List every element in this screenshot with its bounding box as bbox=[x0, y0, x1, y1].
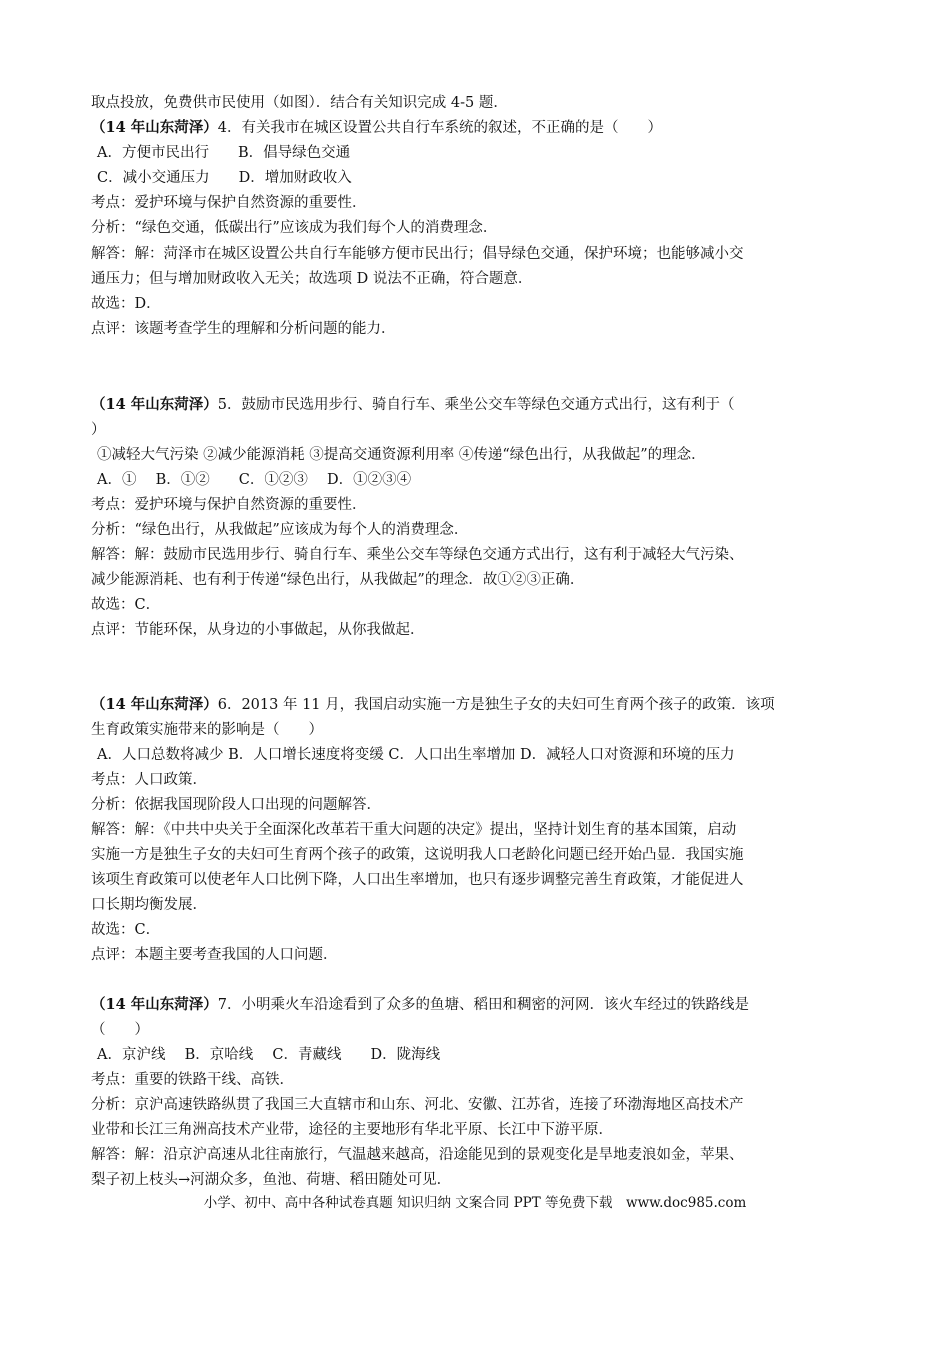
q5-dianping: 点评：节能环保，从身边的小事做起，从你我做起． bbox=[91, 622, 425, 638]
q6-stem-text: 6．2013 年 11 月，我国启动实施一方是独生子女的夫妇可生育两个孩子的政策．该项 bbox=[217, 697, 775, 713]
q4-kaodian: 考点：爱护环境与保护自然资源的重要性． bbox=[91, 195, 367, 211]
q6-dianping: 点评：本题主要考查我国的人口问题． bbox=[91, 947, 338, 963]
q7-stem-text: 7．小明乘火车沿途看到了众多的鱼塘、稻田和稠密的河网．该火车经过的铁路线是 bbox=[217, 997, 749, 1013]
q5-guxuan: 故选：C． bbox=[91, 597, 161, 613]
q5-kaodian: 考点：爱护环境与保护自然资源的重要性． bbox=[91, 497, 367, 513]
q5-jieda-1: 解答：解：鼓励市民选用步行、骑自行车、乘坐公交车等绿色交通方式出行，这有利于减轻大气污染、 bbox=[91, 547, 744, 563]
q7-jieda-2: 梨子初上枝头→河湖众多，鱼池、荷塘、稻田随处可见． bbox=[91, 1172, 452, 1188]
q4-fenxi: 分析：“绿色交通，低碳出行”应该成为我们每个人的消费理念． bbox=[91, 220, 498, 236]
q6-options: A．人口总数将减少 B．人口增长速度将变缓 C．人口出生率增加 D．减轻人口对资源和环境的压力 bbox=[97, 747, 735, 763]
q5-stem-1 bbox=[91, 395, 871, 415]
q6-jieda-1: 解答：解：《中共中央关于全面深化改革若干重大问题的决定》提出，坚持计划生育的基本国策，启动 bbox=[91, 822, 737, 838]
q6-stem-2: 生育政策实施带来的影响是（ ） bbox=[91, 722, 323, 738]
q4-jieda-1: 解答：解：菏泽市在城区设置公共自行车能够方便市民出行；倡导绿色交通，保护环境；也能够减小交 bbox=[91, 246, 744, 262]
q7-fenxi-2: 业带和长江三角洲高技术产业带，途径的主要地形有华北平原、长江中下游平原． bbox=[91, 1122, 613, 1138]
q5-stem-2: ） bbox=[91, 422, 106, 438]
q5-fenxi: 分析：“绿色出行，从我做起”应该成为每个人的消费理念． bbox=[91, 522, 469, 538]
q6-guxuan: 故选：C． bbox=[91, 922, 161, 938]
q4-dianping: 点评：该题考查学生的理解和分析问题的能力． bbox=[91, 321, 396, 337]
q4-options-2: C．减小交通压力 D．增加财政收入 bbox=[97, 170, 352, 186]
q7-kaodian: 考点：重要的铁路干线、高铁． bbox=[91, 1072, 294, 1088]
q7-source: （14 年山东菏泽） bbox=[91, 996, 218, 1013]
q4-guxuan: 故选：D． bbox=[91, 296, 161, 312]
q5-stem-text: 5．鼓励市民选用步行、骑自行车、乘坐公交车等绿色交通方式出行，这有利于（ bbox=[217, 397, 735, 413]
q4-source: （14 年山东菏泽） bbox=[91, 119, 218, 136]
q5-source: （14 年山东菏泽） bbox=[91, 396, 218, 413]
q7-jieda-1: 解答：解：沿京沪高速从北往南旅行，气温越来越高，沿途能见到的景观变化是旱地麦浪如金，苹果、 bbox=[91, 1147, 744, 1163]
q7-fenxi-1: 分析：京沪高速铁路纵贯了我国三大直辖市和山东、河北、安徽、江苏省，连接了环渤海地区高技术产 bbox=[91, 1097, 744, 1113]
q6-jieda-3: 该项生育政策可以使老年人口比例下降，人口出生率增加，也只有逐步调整完善生育政策，才能促进人 bbox=[91, 872, 744, 888]
q6-jieda-4: 口长期均衡发展． bbox=[91, 897, 207, 913]
q7-stem-2: （ ） bbox=[91, 1022, 149, 1038]
q4-jieda-2: 通压力；但与增加财政收入无关；故选项 D 说法不正确，符合题意． bbox=[91, 271, 533, 287]
intro-line: 取点投放，免费供市民使用（如图）．结合有关知识完成 4-5 题． bbox=[91, 95, 508, 111]
q4-stem bbox=[91, 118, 871, 138]
q6-fenxi: 分析：依据我国现阶段人口出现的问题解答． bbox=[91, 797, 381, 813]
q5-options: A．① B．①② C．①②③ D．①②③④ bbox=[97, 472, 412, 488]
q7-options: A．京沪线 B．京哈线 C．青藏线 D．陇海线 bbox=[97, 1047, 441, 1063]
q6-stem-1 bbox=[91, 695, 871, 715]
q5-items: ①减轻大气污染 ②减少能源消耗 ③提高交通资源利用率 ④传递“绿色出行，从我做起”的理念． bbox=[97, 447, 706, 463]
page-footer: 小学、初中、高中各种试卷真题 知识归纳 文案合同 PPT 等免费下载 www.doc985.com bbox=[203, 1195, 747, 1211]
q4-options-1: A．方便市民出行 B．倡导绿色交通 bbox=[97, 145, 351, 161]
q7-stem-1 bbox=[91, 995, 871, 1015]
q6-kaodian: 考点：人口政策． bbox=[91, 772, 207, 788]
q6-jieda-2: 实施一方是独生子女的夫妇可生育两个孩子的政策，这说明我人口老龄化问题已经开始凸显．我国实施 bbox=[91, 847, 744, 863]
q4-stem-text: 4．有关我市在城区设置公共自行车系统的叙述，不正确的是（ ） bbox=[217, 120, 662, 136]
q5-jieda-2: 减少能源消耗、也有利于传递“绿色出行，从我做起”的理念．故①②③正确． bbox=[91, 572, 585, 588]
q6-source: （14 年山东菏泽） bbox=[91, 696, 218, 713]
